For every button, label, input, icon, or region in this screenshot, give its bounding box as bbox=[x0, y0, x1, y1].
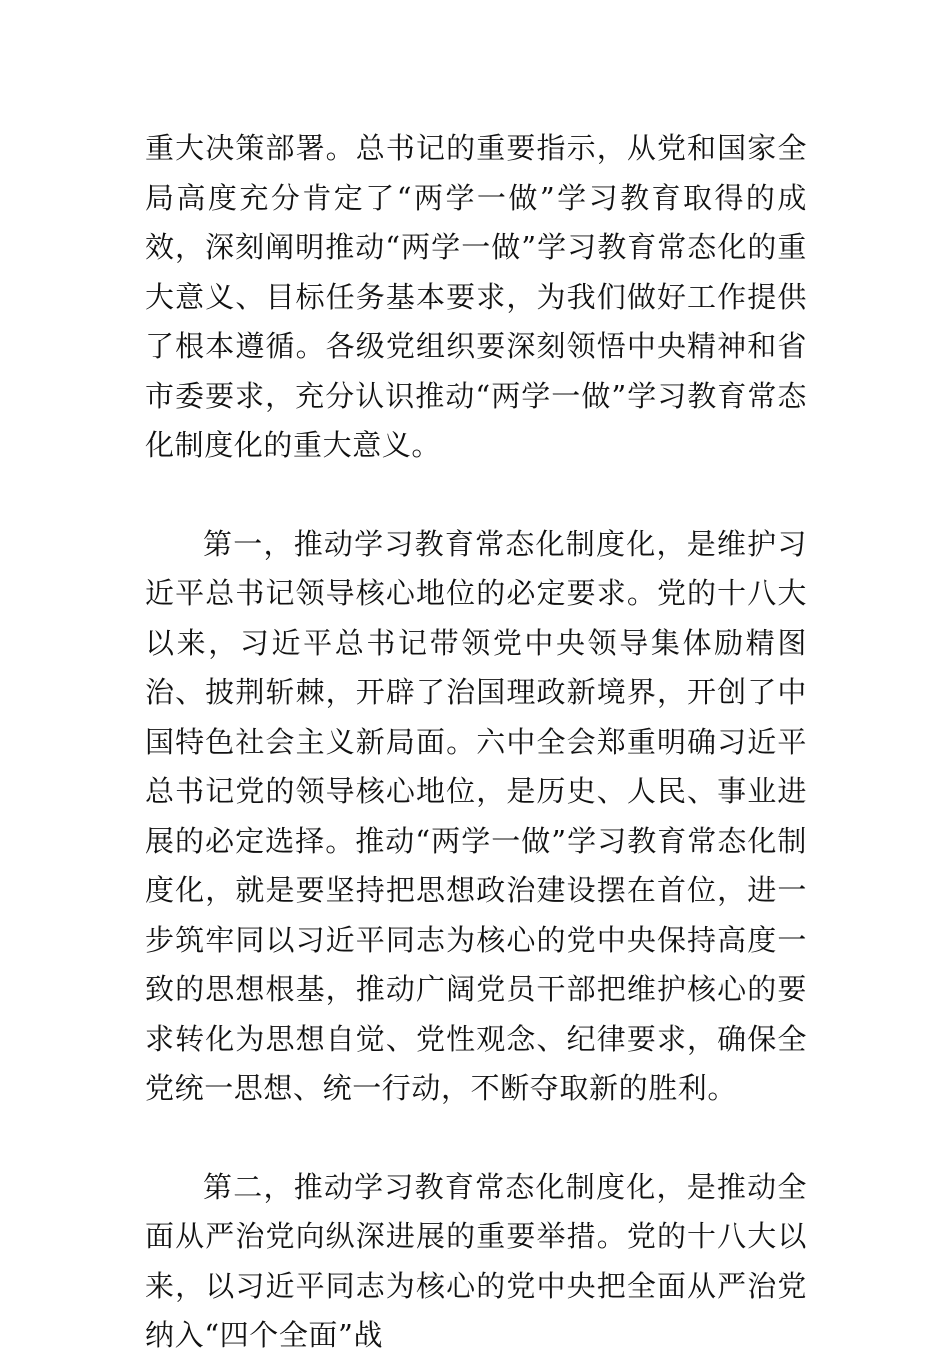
document-body bbox=[145, 124, 807, 1361]
paragraph-second-point: 第二，推动学习教育常态化制度化，是推动全面从严治党向纵深进展的重要举措。党的十八大以来，以习近平同志为核心的党中央把全面从严治党纳入“四个全面”战 bbox=[145, 1169, 807, 1352]
paragraph-first-point: 第一，推动学习教育常态化制度化，是维护习近平总书记领导核心地位的必定要求。党的十八大以来，习近平总书记带领党中央领导集体励精图治、披荆斩棘，开辟了治国理政新境界，开创了中国特色社会主义新局面。六中全会郑重明确习近平总书记党的领导核心地位，是历史、人民、事业进展的必定选择。推动“两学一做”学习教育常态化制度化，就是要坚持把思想政治建设摆在首位，进一步筑牢同以习近平同志为核心的党中央保持高度一致的思想根基，推动广阔党员干部把维护核心的要求转化为思想自觉、党性观念、纪律要求，确保全党统一思想、统一行动，不断夺取新的胜利。 bbox=[145, 526, 807, 1105]
paragraph-continuation: 重大决策部署。总书记的重要指示，从党和国家全局高度充分肯定了“两学一做”学习教育取得的成效，深刻阐明推动“两学一做”学习教育常态化的重大意义、目标任务基本要求，为我们做好工作提供了根本遵循。各级党组织要深刻领悟中央精神和省市委要求，充分认识推动“两学一做”学习教育常态化制度化的重大意义。 bbox=[145, 131, 807, 462]
